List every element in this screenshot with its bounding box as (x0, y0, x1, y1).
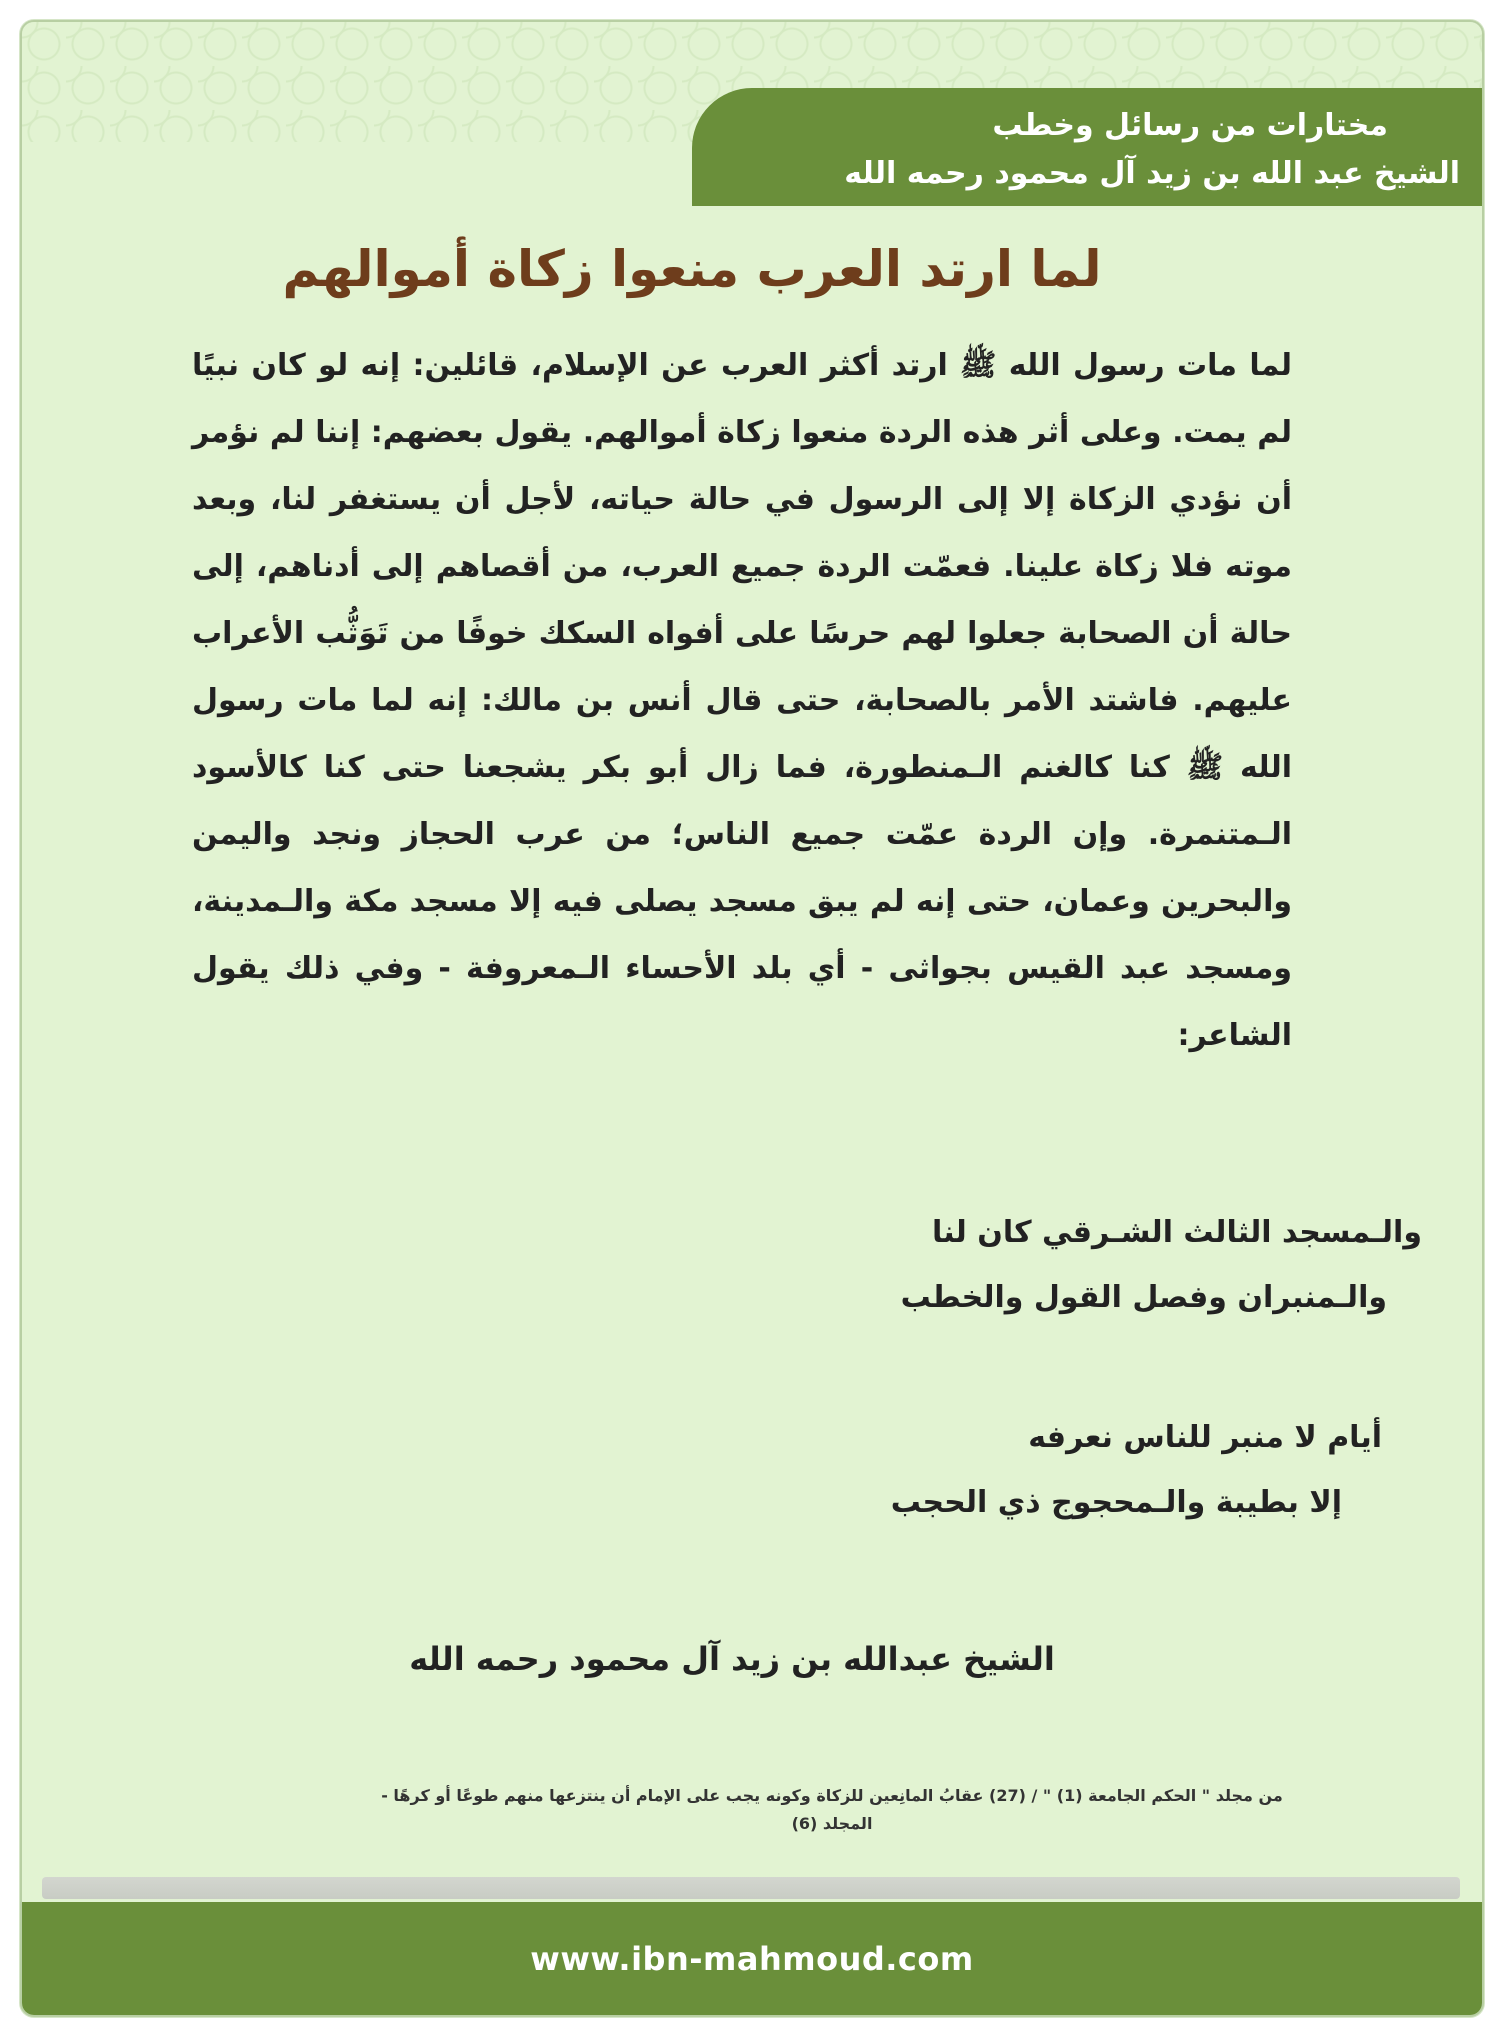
poem-verse-1a: والـمسجد الثالث الشـرقي كان لنا (932, 1215, 1422, 1250)
source-citation (262, 1782, 1402, 1838)
article-body: لما مات رسول الله ﷺ ارتد أكثر العرب عن الإسلام، قائلين: إنه لو كان نبيًا لم يمت. وعلى أثر هذه الردة منعوا زكاة أموالهم. يقول بعضهم: إننا لم نؤمر أن نؤدي الزكاة إلا إلى الرسول في حالة حياته، لأجل أن يستغفر لنا، وبعد موته فلا زكاة علينا. فعمّت الردة جميع العرب، من أقصاهم إلى أدناهم، إلى حالة أن الصحابة جعلوا لهم حرسًا على أفواه السكك خوفًا من تَوَثُّب الأعراب عليهم. فاشتد الأمر بالصحابة، حتى قال أنس بن مالك: إنه لما مات رسول الله ﷺ كنا كالغنم الـمنطورة، فما زال أبو بكر يشجعنا حتى كنا كالأسود الـمتنمرة. وإن الردة عمّت جميع الناس؛ من عرب الحجاز ونجد واليمن والبحرين وعمان، حتى إنه لم يبق مسجد يصلى فيه إلا مسجد مكة والـمدينة، ومسجد عبد القيس بجواثى - أي بلد الأحساء الـمعروفة - وفي ذلك يقول الشاعر: (192, 348, 1292, 1053)
header-banner (692, 88, 1482, 206)
poem-verse-2b: إلا بطيبة والـمحجوج ذي الحجب (890, 1485, 1342, 1520)
author-signature: الشيخ عبدالله بن زيد آل محمود رحمه الله (409, 1640, 1055, 1678)
poem-verse-1b: والـمنبران وفصل القول والخطب (900, 1280, 1387, 1315)
footer-bar (22, 1902, 1482, 2015)
poem-verse-2a: أيام لا منبر للناس نعرفه (1028, 1420, 1382, 1455)
page-frame (20, 20, 1484, 2017)
article-title: لما ارتد العرب منعوا زكاة أموالهم (282, 240, 1102, 298)
source-line-1: من مجلد " الحكم الجامعة (1) " / (27) عقابُ المانِعين للزكاة وكونه يجب على الإمام أن ينتزعها منهم طوعًا أو كرهًا - (381, 1786, 1283, 1805)
header-series-title: مختارات من رسائل وخطب (992, 108, 1388, 143)
divider-bar (42, 1877, 1460, 1899)
website-link[interactable]: www.ibn-mahmoud.com (530, 1939, 974, 1978)
source-line-2: المجلد (6) (791, 1814, 873, 1833)
header-author-name: الشيخ عبد الله بن زيد آل محمود رحمه الله (844, 156, 1460, 191)
